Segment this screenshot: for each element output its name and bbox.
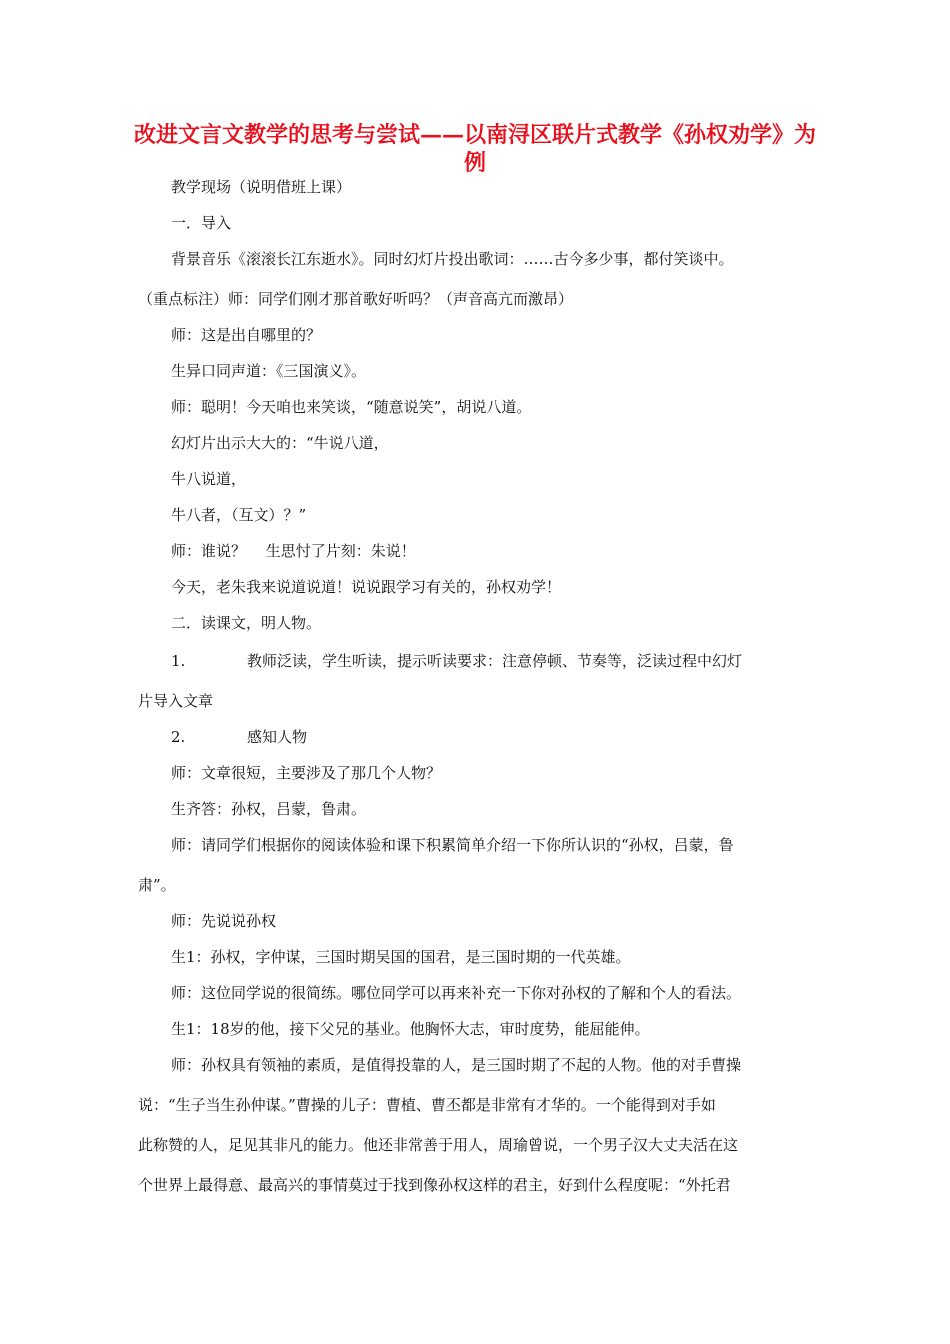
paragraph-line: 师：孙权具有领袖的素质，是值得投靠的人，是三国时期了不起的人物。他的对手曹操 bbox=[171, 1056, 742, 1074]
list-item-text: 感知人物 bbox=[247, 728, 308, 746]
paragraph-line: 牛八说道， bbox=[171, 470, 247, 488]
paragraph-line: 生1：18岁的他，接下父兄的基业。他胸怀大志，审时度势，能屈能伸。 bbox=[171, 1020, 650, 1038]
paragraph-line: 师：文章很短，主要涉及了那几个人物？ bbox=[171, 764, 442, 782]
paragraph-line: 肃”。 bbox=[138, 876, 176, 894]
paragraph-line: 生异口同声道：《三国演义》。 bbox=[171, 362, 367, 380]
paragraph-line: 说：“生子当生孙仲谋。”曹操的儿子：曹植、曹丕都是非常有才华的。一个能得到对手如 bbox=[138, 1096, 716, 1114]
paragraph-line: 师：先说说孙权 bbox=[171, 912, 277, 930]
paragraph-line: （重点标注）师：同学们刚才那首歌好听吗？（声音高亢而激昂） bbox=[138, 290, 574, 308]
paragraph-line: 师：这位同学说的很简练。哪位同学可以再来补充一下你对孙权的了解和个人的看法。 bbox=[171, 984, 742, 1002]
paragraph-line: 片导入文章 bbox=[138, 692, 214, 710]
paragraph-line: 今天，老朱我来说道说道！说说跟学习有关的，孙权劝学！ bbox=[171, 578, 562, 596]
paragraph-line: 生1：孙权，字仲谋，三国时期吴国的国君，是三国时期的一代英雄。 bbox=[171, 948, 631, 966]
paragraph-line: 背景音乐《滚滚长江东逝水》。同时幻灯片投出歌词：……古今多少事，都付笑谈中。 bbox=[171, 250, 734, 268]
paragraph-line: 师：谁说？ 生思忖了片刻：朱说！ bbox=[171, 542, 416, 560]
paragraph-line: 个世界上最得意、最高兴的事情莫过于找到像孙权这样的君主，好到什么程度呢：“外托君 bbox=[138, 1176, 731, 1194]
section-heading: 一．导入 bbox=[171, 214, 232, 232]
paragraph-line: 教学现场（说明借班上课） bbox=[171, 178, 352, 196]
paragraph-line: 师：这是出自哪里的？ bbox=[171, 326, 322, 344]
paragraph-line: 生齐答：孙权，吕蒙，鲁肃。 bbox=[171, 800, 367, 818]
paragraph-line: 师：请同学们根据你的阅读体验和课下积累简单介绍一下你所认识的“孙权，吕蒙，鲁 bbox=[171, 836, 734, 854]
paragraph-line: 师：聪明！今天咱也来笑谈，“随意说笑”，胡说八道。 bbox=[171, 398, 532, 416]
list-number: 2. bbox=[171, 728, 186, 746]
section-heading: 二．读课文，明人物。 bbox=[171, 614, 322, 632]
paragraph-line: 教师泛读，学生听读，提示听读要求：注意停顿、节奏等，泛读过程中幻灯 bbox=[247, 652, 743, 670]
paragraph-line: 牛八者，（互文）？” bbox=[171, 506, 307, 524]
list-number: 1. bbox=[171, 652, 186, 670]
paragraph-line: 此称赞的人，足见其非凡的能力。他还非常善于用人，周瑜曾说，一个男子汉大丈夫活在这 bbox=[138, 1136, 739, 1154]
paragraph-line: 幻灯片出示大大的：“牛说八道， bbox=[171, 434, 389, 452]
document-title: 改进文言文教学的思考与尝试——以南浔区联片式教学《孙权劝学》为例 bbox=[133, 122, 816, 176]
